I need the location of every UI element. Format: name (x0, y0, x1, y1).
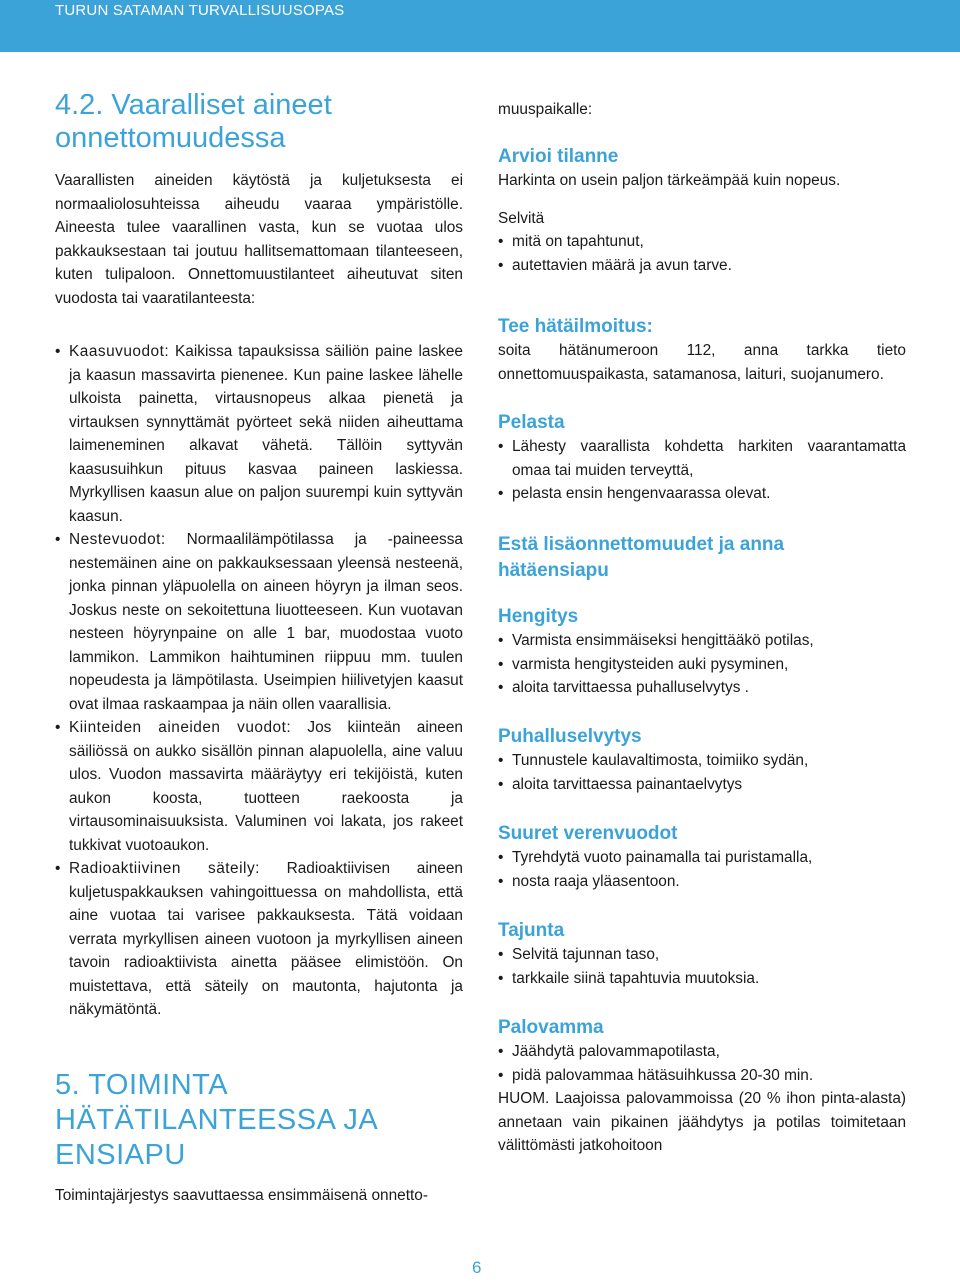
section-5-title (55, 1068, 463, 1173)
bullet-icon: • (498, 485, 504, 502)
list-item (498, 482, 906, 506)
tajunta-block (498, 919, 906, 990)
bullet-icon: • (498, 969, 504, 987)
list-item (55, 716, 463, 857)
bullet-icon: • (55, 860, 61, 877)
item-term: Radioaktiivinen säteily: (69, 860, 260, 877)
bullet-icon: • (55, 343, 61, 360)
bullet-icon: • (498, 1043, 504, 1060)
arvioi-block (498, 145, 906, 277)
header-bar (0, 0, 960, 52)
section-5-title-line3: ENSIAPU (55, 1139, 186, 1171)
section-5-intro: Toimintajärjestys saavuttaessa ensimmäisenä onnetto- (55, 1187, 428, 1204)
palovamma-heading: Palovamma (498, 1017, 604, 1038)
puhallus-heading: Puhalluselvytys (498, 726, 642, 747)
list-item (498, 629, 906, 653)
pelasta-heading: Pelasta (498, 412, 565, 433)
bullet-text: Tyrehdytä vuoto painamalla tai puristamalla, (512, 849, 813, 866)
bullet-icon: • (498, 233, 504, 250)
hengitys-heading: Hengitys (498, 606, 579, 627)
section-4-2-body (55, 169, 463, 310)
item-text: Kaikissa tapauksissa säiliön paine laskee ja kaasun massavirta pienenee. Kun paine laskee lähelle ulkoista painetta, virtausnopeus alkaa pienetä ja virtauksen synnyttämät pyörteet sekä niiden aiheuttama laimeneminen alkavat vähetä. Tällöin syttyvän kaasusuihkun pituus kasvaa paineen laskiessa. Myrkyllisen kaasun alue on paljon suurempi kuin syttyvän kaasun. (69, 343, 463, 525)
bullet-text: pelasta ensin hengenvaarassa olevat. (512, 485, 771, 502)
esta-heading (498, 532, 906, 584)
header-title: TURUN SATAMAN TURVALLISUUSOPAS (55, 2, 345, 19)
list-item (498, 1064, 906, 1088)
section-4-2-title (55, 89, 463, 155)
section-4-2-intro: Vaarallisten aineiden käytöstä ja kuljetuksesta ei normaaliolosuhteissa aiheudu vaaraa ympäristölle. Aineesta tulee vaarallinen vasta, kun se vuotaa ulos pakkauksestaan tai joutuu hallitsemattomaan tilanteeseen, kuten tulipaloon. Onnettomuustilanteet aiheutuvat siten vuodosta tai vaaratilanteesta: (55, 172, 463, 307)
bullet-text: Jäähdytä palovammapotilasta, (512, 1043, 720, 1060)
hengitys-block (498, 605, 906, 700)
list-item (498, 870, 906, 894)
arvioi-heading: Arvioi tilanne (498, 146, 619, 167)
bullet-text: Tunnustele kaulavaltimosta, toimiiko sydän, (512, 752, 809, 769)
ilmoitus-block (498, 315, 906, 386)
arvioi-text: Harkinta on usein paljon tärkeämpää kuin nopeus. (498, 172, 841, 189)
bullet-text: Varmista ensimmäiseksi hengittääkö potilas, (512, 632, 814, 649)
list-item (498, 230, 906, 254)
bullet-text: Lähesty vaarallista kohdetta harkiten vaarantamatta omaa tai muiden terveyttä, (512, 438, 906, 479)
tajunta-heading: Tajunta (498, 920, 565, 941)
list-item (498, 773, 906, 797)
bullet-icon: • (498, 946, 504, 963)
list-item (498, 653, 906, 677)
bullet-text: aloita tarvittaessa puhalluselvytys . (512, 679, 749, 696)
list-item (498, 749, 906, 773)
verenvuodot-heading: Suuret verenvuodot (498, 823, 678, 844)
list-item (498, 967, 906, 991)
list-item (498, 943, 906, 967)
bullet-icon: • (498, 679, 504, 696)
verenvuodot-block (498, 822, 906, 893)
puhallus-block (498, 725, 906, 796)
bullet-icon: • (55, 531, 61, 548)
continuation-text (498, 98, 906, 122)
list-item (498, 254, 906, 278)
list-item (55, 528, 463, 716)
bullet-text: pidä palovammaa hätäsuihkussa 20-30 min. (512, 1066, 814, 1084)
bullet-text: nosta raaja yläasentoon. (512, 872, 680, 890)
item-text: Radioaktiivisen aineen kuljetuspakkauksen vahingoittuessa on mahdollista, että aine vuotaa tai varisee pakkauksesta. Tätä voidaan verrata myrkyllisen aineen vuotoon ja myrkyllisen aineen tavoin radioaktiivista ainetta pääsee elimistöön. On muistettava, että säteily on mautonta, hajutonta ja näkymätöntä. (69, 860, 463, 1018)
page-number: 6 (472, 1258, 482, 1277)
hazard-list (55, 340, 463, 1022)
ilmoitus-text: soita hätänumeroon 112, anna tarkka tieto onnettomuuspaikasta, satamanosa, laituri, suojanumero. (498, 342, 906, 383)
item-term: Nestevuodot: (69, 531, 166, 548)
pelasta-block (498, 411, 906, 506)
bullet-text: autettavien määrä ja avun tarve. (512, 256, 732, 274)
palovamma-block (498, 1016, 906, 1158)
bullet-text: mitä on tapahtunut, (512, 233, 644, 250)
arvioi-sub: Selvitä (498, 209, 545, 227)
section-5-title-line1: 5. TOIMINTA (55, 1069, 229, 1101)
bullet-text: aloita tarvittaessa painantaelvytys (512, 775, 743, 793)
list-item (498, 1040, 906, 1064)
section-4-2-title-line1: 4.2. Vaaralliset aineet (55, 89, 332, 121)
esta-block (498, 532, 906, 584)
list-item (498, 435, 906, 482)
section-5-title-line2: HÄTÄTILANTEESSA JA (55, 1104, 379, 1136)
item-text: Normaalilämpötilassa ja -paineessa nestemäinen aine on pakkauksessaan yleensä nesteenä, jonka pinnan yläpuolella on aineen höyryn ja ilman seos. Joskus neste on sekoitettuna liuotteeseen. Kun vuotavan nesteen höyrynpaine on alle 1 bar, muodostaa vuoto lammikon. Lammikon haihtuminen riippuu mm. tuulen nopeudesta ja lämpötilasta. Useimpien hiilivetyjen kaasut ovat ilmaa raskaampaa ja näin ollen vaarallisia. (69, 531, 463, 713)
item-term: Kiinteiden aineiden vuodot: (69, 719, 292, 736)
section-5-body (55, 1184, 463, 1208)
palovamma-note: HUOM. Laajoissa palovammoissa (20 % ihon pinta-alasta) annetaan vain pikainen jäähdytys ja potilas toimitetaan välittömästi jatkohoitoon (498, 1090, 906, 1154)
list-item (498, 846, 906, 870)
bullet-text: varmista hengitysteiden auki pysyminen, (512, 655, 789, 673)
bullet-icon: • (498, 775, 504, 793)
bullet-icon: • (498, 438, 504, 455)
list-item (55, 340, 463, 528)
bullet-text: Selvitä tajunnan taso, (512, 946, 660, 963)
bullet-icon: • (498, 655, 504, 673)
bullet-icon: • (55, 719, 61, 736)
section-4-2-title-line2: onnettomuudessa (55, 122, 286, 154)
esta-heading-line1: Estä lisäonnettomuudet ja anna (498, 534, 785, 555)
bullet-icon: • (498, 256, 504, 274)
list-item (498, 676, 906, 700)
bullet-icon: • (498, 849, 504, 866)
bullet-icon: • (498, 752, 504, 769)
continuation-line: muuspaikalle: (498, 101, 593, 118)
bullet-icon: • (498, 872, 504, 890)
bullet-icon: • (498, 1066, 504, 1084)
list-item (55, 857, 463, 1022)
bullet-icon: • (498, 632, 504, 649)
item-term: Kaasuvuodot: (69, 343, 170, 360)
ilmoitus-heading: Tee hätäilmoitus: (498, 316, 653, 337)
bullet-text: tarkkaile siinä tapahtuvia muutoksia. (512, 969, 760, 987)
item-text: Jos kiinteän aineen säiliössä on aukko sisällön pinnan alapuolella, aine valuu ulos. Vuodon massavirta määräytyy eri tekijöistä, kuten aukon koosta, tuotteen raekoosta ja virtausominaisuuksista. Valuminen voi lakata, jos rakeet tukkivat vuotoaukon. (69, 719, 463, 854)
esta-heading-line2: hätäensiapu (498, 560, 609, 581)
